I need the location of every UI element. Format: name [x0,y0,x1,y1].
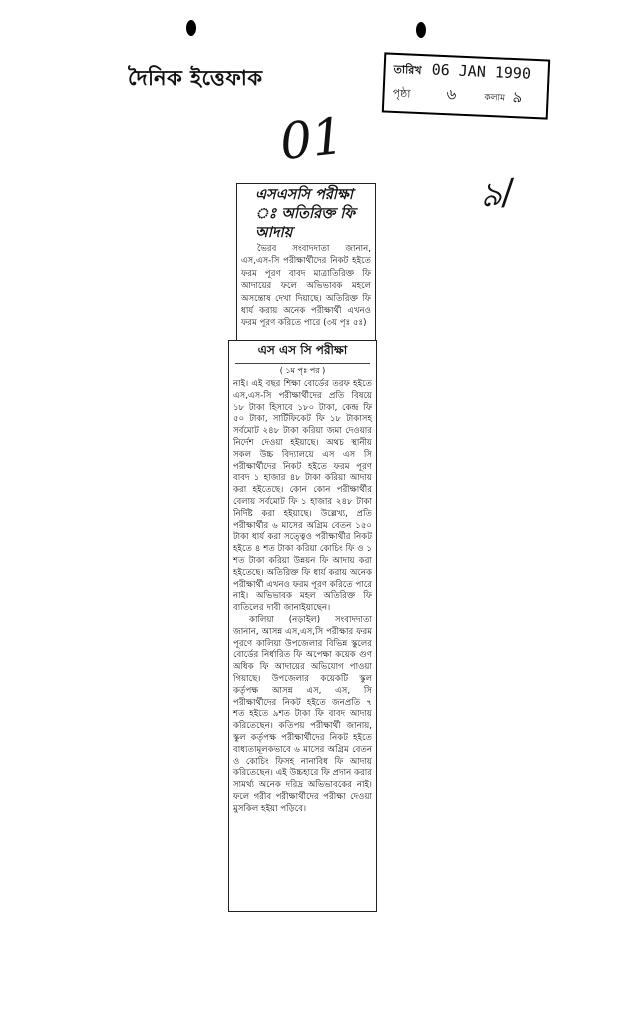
article-paragraph-2: কালিয়া (নড়াইল) সংবাদদাতা জানান, আসন্ন এস,এস,সি পরীক্ষার ফরম পূরণে কালিয়া উপজেলার বিভিন্ন স্কুলের বোর্ডের নির্ধারিত ফি অপেক্ষা কয়েক গুণ অধিক ফি আদায়ের অভিযোগ পাওয়া গিয়াছে। উপজেলার কয়েকটি স্কুল কর্তৃপক্ষ আসন্ন এস, এস, সি পরীক্ষার্থীদের নিকট হইতে জনপ্রতি ৭ শত হইতে ৯শত টাকা ফি বাবদ আদায় করিতেছেন। কতিপয় পরীক্ষার্থী জানায়, স্কুল কর্তৃপক্ষ পরীক্ষার্থীদের নিকট হইতে বাধ্যতামূলকভাবে ৬ মাসের অগ্রিম বেতন ও কোচিং ফিসহ নানাবিধ ফি আদায় করিতেছেন। এই উচ্চহারে ফি প্রদান করার সামর্থ্য অনেক দরিদ্র অভিভাবকের নাই। ফলে গরীব পরীক্ষার্থীদের পরীক্ষা দেওয়া মুসকিল হইয়া পড়িবে। [233,614,372,814]
article-headline: এসএসসি পরীক্ষা ঃ অতিরিক্ত ফি আদায় [255,187,355,241]
punch-hole-right [416,22,426,38]
continuation-note: ( ১ম পৃঃ পর ) [279,366,326,375]
punch-hole-left [186,20,196,36]
article-intro: ভৈরব সংবাদদাতা জানান, এস,এস-সি পরীক্ষার্থীদের নিকট হইতে ফরম পূরণ বাবদ মাত্রাতিরিক্ত ফি আদায়ের ফলে অভিভাবক মহলে অসন্তোষ দেখা দিয়াছে। অতিরিক্ত ফি ধার্য করায় অনেক পরীক্ষার্থী এখনও ফরম পূরণ করিতে পারে (৩য় পৃঃ ৫ঃ) [241,244,371,329]
handwritten-number: 01 [277,106,347,172]
stamp-column-label: কলাম [484,92,506,104]
clipping-first-part [236,183,376,347]
stamp-column-value: ৯ [512,88,523,107]
stamp-page-label: পৃষ্ঠা [392,86,411,101]
newspaper-name: দৈনিক ইত্তেফাক [128,66,263,90]
continuation-heading: এস এস সি পরীক্ষা [235,342,370,364]
stamp-date-value: 06 JAN 1990 [431,60,532,83]
handwritten-mark: ৯/ [477,171,516,217]
date-stamp [382,52,550,119]
clipping-continuation [228,340,377,912]
stamp-page-value: ৬ [446,85,457,104]
article-paragraph-1: নাই। এই বছর শিক্ষা বোর্ডের তরফ হইতে এস,এস-সি পরীক্ষার্থীদের প্রতি বিষয়ে ১৮ টাকা হিসাবে ১৮০ টাকা, কেন্দ্র ফি ৫০ টাকা, সার্টিফিকেট ফি ১৮ টাকাসহ সর্বমোট ২৪৮ টাকা করিয়া জমা দেওয়ার নির্দেশ দেওয়া হইয়াছে। অথচ স্থানীয় সকল উচ্চ বিদ্যালয়ে এস এস সি পরীক্ষার্থীদের নিকট হইতে ফরম পূরণ বাবদ ১ হাজার ৪৮ টাকা করিয়া আদায় করা হইতেছে। কোন কোন পরীক্ষার্থীর বেলায় সর্বমোট ফি ১ হাজার ২৪৮ টাকা নির্দিষ্ট করা হইয়াছে। উল্লেখ্য, প্রতি পরীক্ষার্থীর ৬ মাসের অগ্রিম বেতন ১৫০ টাকা ধার্য করা সত্ত্বেও পরীক্ষার্থীর নিকট হইতে ৪ শত টাকা করিয়া কোচিং ফি ও ১ শত টাকা করিয়া উন্নয়ন ফি আদায় করা হইতেছে। অতিরিক্ত ফি ধার্য করায় অনেক পরীক্ষার্থী এখনও ফরম পূরণ করিতে পারে নাই। অভিভাবক মহল অতিরিক্ত ফি বাতিলের দাবী জানাইয়াছেন। [233,379,372,614]
stamp-date-label: তারিখ [393,62,422,78]
